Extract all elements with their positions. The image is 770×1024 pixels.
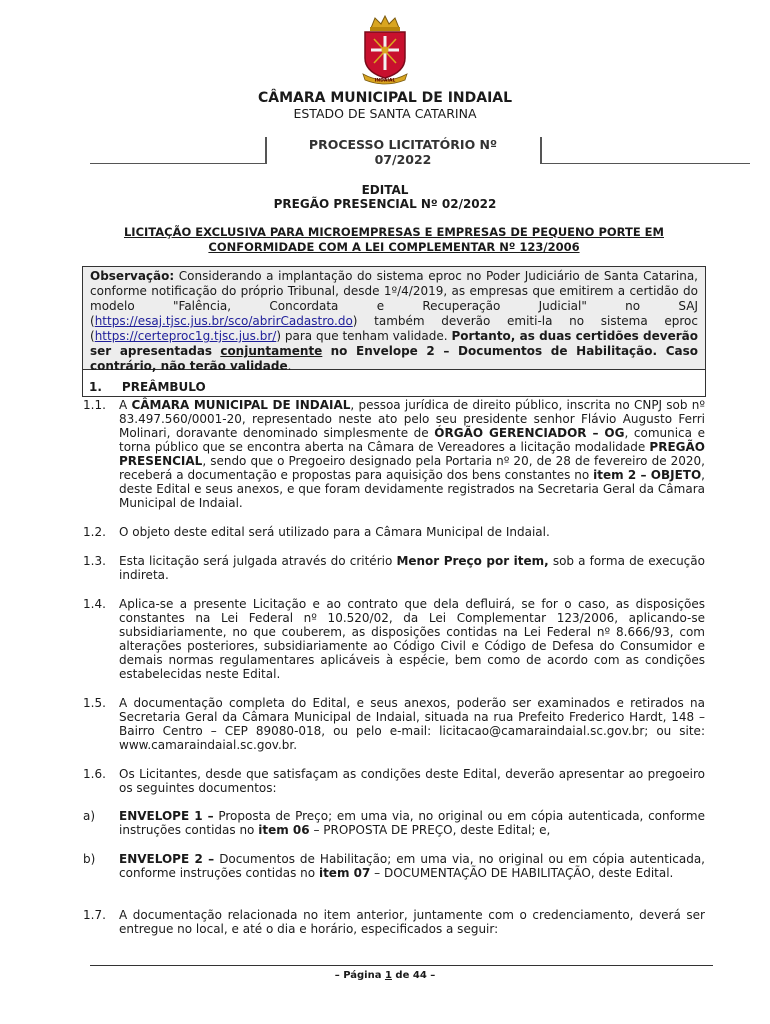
current-page: 1 [384, 970, 392, 981]
exclusive-licitation-notice [88, 225, 700, 255]
item-letter: b) [83, 852, 96, 866]
observation-box [82, 266, 706, 373]
process-label: PROCESSO LICITATÓRIO Nº [308, 137, 498, 152]
item-number: 1.5. [83, 696, 106, 710]
item-1-3: Esta licitação será julgada através do critério Menor Preço por item, sob a forma de execução indireta. [119, 554, 705, 582]
eproc-link[interactable]: https://certeproc1g.tjsc.jus.br/ [94, 329, 277, 343]
total-pages: 44 [412, 970, 427, 981]
item-number: 1.7. [83, 908, 106, 922]
observation-text: Observação: Considerando a implantação do sistema eproc no Poder Judiciário de Santa Catarina, conforme notificação do próprio Tribunal, desde 1º/4/2019, as empresas que emitirem a certidão do modelo "Falência, Concordata e Recuperação Judicial" no SAJ (https://esaj.tjsc.jus.br/sco/abrirCadastro.do) também deverão emiti-la no sistema eproc (https://certeproc1g.tjsc.jus.br/) para que tenham validade. Portanto, as duas certidões deverão ser apresentadas conjuntamente no Envelope 2 – Documentos de Habilitação. Caso contrário, não terão validade. [90, 269, 698, 373]
esaj-link[interactable]: https://esaj.tjsc.jus.br/sco/abrirCadastro.do [94, 314, 353, 328]
item-1-4: Aplica-se a presente Licitação e ao contrato que dela defluirá, se for o caso, as disposições constantes na Lei Federal nº 10.520/02, da Lei Complementar 123/2006, aplicando-se subsidiariamente, no que couberem, as disposições contidas na Lei Federal nº 8.666/93, com alterações posteriores, subsidiariamente ao Código Civil e Código de Defesa do Consumidor e demais normas regulamentares aplicáveis à espécie, bem como de acordo com as condições estabelecidas neste Edital. [119, 597, 705, 681]
item-number: 1.4. [83, 597, 106, 611]
observation-label: Observação: [90, 269, 175, 283]
licitation-line-2: CONFORMIDADE COM A LEI COMPLEMENTAR Nº 123/2006 [208, 240, 580, 254]
item-1-1: A CÂMARA MUNICIPAL DE INDAIAL, pessoa jurídica de direito público, inscrita no CNPJ sob nº 83.497.560/0001-20, representado neste ato pelo seu presidente senhor Flávio Augusto Ferri Molinari, doravante denominado simplesmente de ÓRGÃO GERENCIADOR – OG, comunica e torna público que se encontra aberta na Câmara de Vereadores a licitação modalidade PREGÃO PRESENCIAL, sendo que o Pregoeiro designado pela Portaria nº 20, de 28 de fevereiro de 2020, receberá a documentação e propostas para aquisição dos bens constantes no item 2 – OBJETO, deste Edital e seus anexos, e que foram devidamente registrados na Secretaria Geral da Câmara Municipal de Indaial. [119, 398, 705, 510]
state-name: ESTADO DE SANTA CATARINA [293, 106, 477, 121]
process-divider-left [90, 137, 267, 164]
item-letter: a) [83, 809, 96, 823]
page-footer: – Página 1 de 44 – [334, 970, 436, 981]
item-1-6: Os Licitantes, desde que satisfaçam as condições deste Edital, deverão apresentar ao pregoeiro os seguintes documentos: [119, 767, 705, 795]
process-value: 07/2022 [374, 152, 432, 167]
preamble-number: 1. [89, 380, 102, 394]
preamble-section-header [82, 370, 706, 397]
footer-divider [90, 965, 713, 966]
edital-subtitle: PREGÃO PRESENCIAL Nº 02/2022 [273, 197, 497, 211]
item-number: 1.6. [83, 767, 106, 781]
item-1-2: O objeto deste edital será utilizado para a Câmara Municipal de Indaial. [119, 525, 550, 539]
item-number: 1.2. [83, 525, 106, 539]
item-1-7: A documentação relacionada no item anterior, juntamente com o credenciamento, deverá ser entregue no local, e até o dia e horário, especificados a seguir: [119, 908, 705, 936]
item-number: 1.1. [83, 398, 106, 412]
municipal-crest [357, 14, 413, 86]
process-number [268, 137, 538, 167]
licitation-line-1: LICITAÇÃO EXCLUSIVA PARA MICROEMPRESAS E EMPRESAS DE PEQUENO PORTE EM [123, 225, 664, 239]
item-envelope-1: ENVELOPE 1 – Proposta de Preço; em uma via, no original ou em cópia autenticada, conforme instruções contidas no item 06 – PROPOSTA DE PREÇO, deste Edital; e, [119, 809, 705, 837]
process-divider-right [540, 137, 750, 164]
preamble-title: PREÂMBULO [121, 380, 206, 394]
edital-title: EDITAL [361, 183, 409, 197]
item-number: 1.3. [83, 554, 106, 568]
item-1-5: A documentação completa do Edital, e seus anexos, poderão ser examinados e retirados na Secretaria Geral da Câmara Municipal de Indaial, situada na rua Prefeito Frederico Hardt, 148 – Bairro Centro – CEP 89080-018, ou pelo e-mail: licitacao@camaraindaial.sc.gov.br; ou site: www.camaraindaial.sc.gov.br. [119, 696, 705, 752]
crest-label: INDAIAL [374, 78, 396, 84]
edital-heading [0, 183, 770, 211]
institution-title: CÂMARA MUNICIPAL DE INDAIAL [257, 90, 513, 106]
item-envelope-2: ENVELOPE 2 – Documentos de Habilitação; em uma via, no original ou em cópia autenticada, conforme instruções contidas no item 07 – DOCUMENTAÇÃO DE HABILITAÇÃO, deste Edital. [119, 852, 705, 880]
